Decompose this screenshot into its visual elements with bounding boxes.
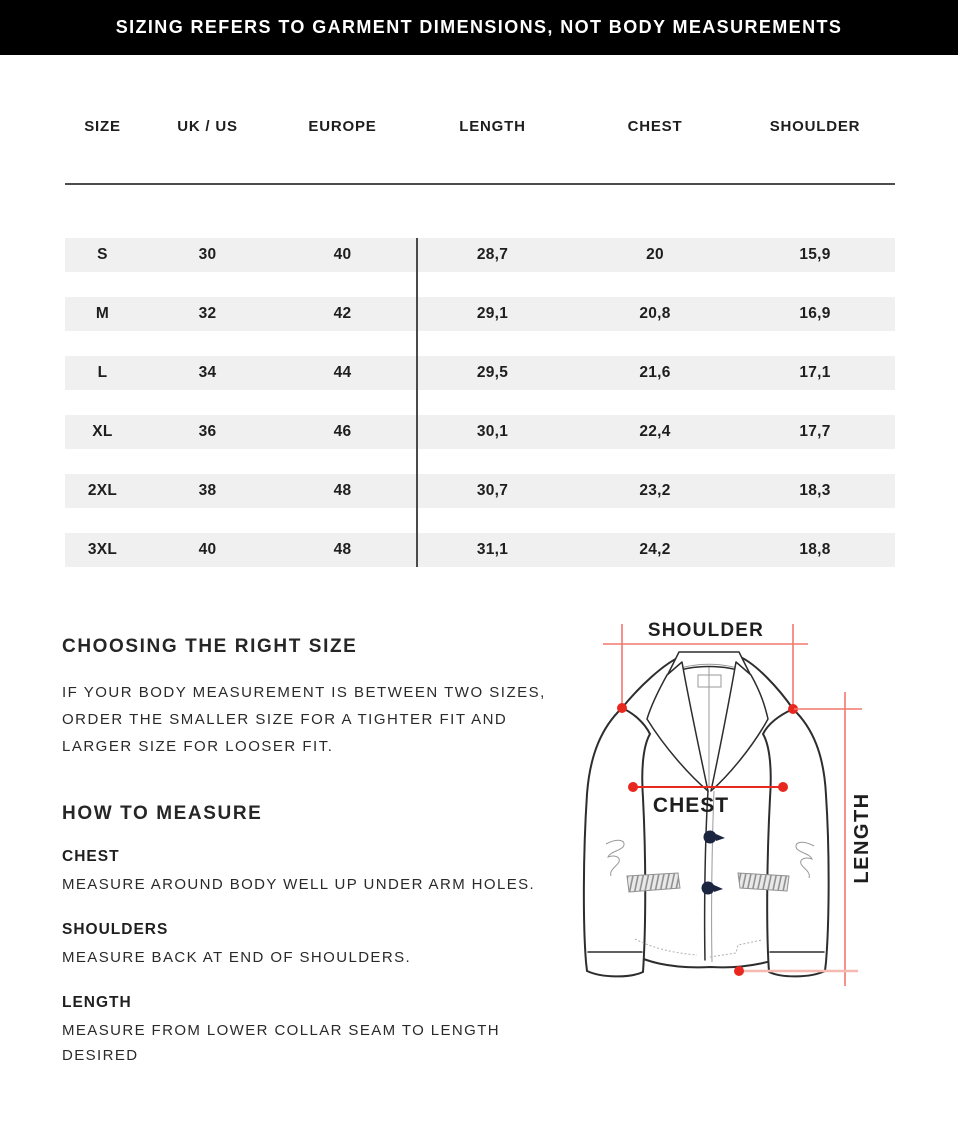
column-header-uk-us: UK / US — [177, 118, 238, 135]
cell-shoulder: 17,1 — [799, 364, 831, 381]
cell-shoulder: 15,9 — [799, 246, 831, 263]
banner-text: SIZING REFERS TO GARMENT DIMENSIONS, NOT BODY MEASUREMENTS — [115, 17, 843, 37]
cell-shoulder: 16,9 — [799, 305, 831, 322]
table-row — [65, 356, 895, 390]
jacket-right-pocket — [738, 873, 789, 891]
paragraph-line: ORDER THE SMALLER SIZE FOR A TIGHTER FIT AND — [62, 711, 508, 728]
cell-length: 30,1 — [476, 423, 509, 440]
cell-size: 3XL — [87, 541, 118, 558]
length-point-bottom — [734, 966, 744, 976]
shoulder-point-left — [617, 703, 627, 713]
measure-item-chest — [62, 848, 578, 897]
cell-size: S — [97, 246, 108, 263]
cell-chest: 23,2 — [639, 482, 671, 499]
choosing-size-title: CHOOSING THE RIGHT SIZE — [62, 636, 358, 657]
cell-length: 30,7 — [476, 482, 509, 499]
shoulder-label: SHOULDER — [647, 620, 765, 641]
chest-point-right — [778, 782, 788, 792]
jacket-button-bottom — [702, 882, 715, 895]
table-row — [65, 415, 895, 449]
measure-item-label: CHEST — [62, 848, 120, 865]
cell-size: M — [95, 305, 110, 322]
cell-uk-us: 32 — [198, 305, 217, 322]
cell-europe: 40 — [333, 246, 352, 263]
jacket-right-sleeve — [763, 709, 829, 976]
column-header-shoulder: SHOULDER — [769, 118, 861, 135]
cell-length: 28,7 — [476, 246, 509, 263]
column-header-length: LENGTH — [459, 118, 526, 135]
size-table-header — [65, 112, 895, 142]
table-column-divider — [416, 238, 418, 567]
chest-point-left — [628, 782, 638, 792]
cell-europe: 48 — [333, 541, 352, 558]
cell-chest: 21,6 — [639, 364, 671, 381]
table-row — [65, 533, 895, 567]
measure-item-text: MEASURE BACK AT END OF SHOULDERS. — [62, 949, 412, 966]
choosing-size-paragraph — [62, 679, 578, 760]
table-row — [65, 474, 895, 508]
measure-item-shoulders — [62, 921, 578, 970]
cell-chest: 24,2 — [639, 541, 671, 558]
size-table-body — [65, 238, 895, 592]
cell-europe: 48 — [333, 482, 352, 499]
paragraph-line: IF YOUR BODY MEASUREMENT IS BETWEEN TWO SIZES, — [62, 684, 546, 701]
measure-item-label: LENGTH — [62, 994, 132, 1011]
cell-europe: 44 — [333, 364, 352, 381]
chest-label: CHEST — [652, 794, 730, 817]
cell-uk-us: 40 — [198, 541, 217, 558]
cell-uk-us: 34 — [198, 364, 217, 381]
paragraph-line: LARGER SIZE FOR LOOSER FIT. — [62, 738, 334, 755]
cell-chest: 20 — [646, 246, 664, 263]
cell-size: XL — [92, 423, 113, 440]
cell-shoulder: 17,7 — [799, 423, 831, 440]
measure-item-label: SHOULDERS — [62, 921, 169, 938]
cell-uk-us: 36 — [198, 423, 217, 440]
cell-europe: 42 — [333, 305, 352, 322]
cell-shoulder: 18,8 — [799, 541, 831, 558]
cell-chest: 22,4 — [639, 423, 671, 440]
banner — [0, 0, 958, 55]
how-to-measure-title: HOW TO MEASURE — [62, 803, 263, 824]
measure-item-text: MEASURE AROUND BODY WELL UP UNDER ARM HOLES. — [62, 876, 536, 893]
table-row — [65, 238, 895, 272]
cell-size: L — [97, 364, 108, 381]
length-label: LENGTH — [851, 792, 873, 884]
cell-europe: 46 — [333, 423, 352, 440]
jacket-left-sleeve — [584, 708, 650, 976]
table-header-rule — [65, 183, 895, 185]
column-header-chest: CHEST — [627, 118, 683, 135]
cell-chest: 20,8 — [639, 305, 671, 322]
cell-length: 29,5 — [476, 364, 509, 381]
cell-uk-us: 30 — [198, 246, 217, 263]
cell-shoulder: 18,3 — [799, 482, 831, 499]
cell-length: 29,1 — [476, 305, 509, 322]
cell-length: 31,1 — [476, 541, 509, 558]
jacket-measurement-diagram — [575, 600, 958, 1121]
measure-item-text: MEASURE FROM LOWER COLLAR SEAM TO LENGTH — [62, 1022, 501, 1039]
cell-size: 2XL — [87, 482, 118, 499]
size-guide-text — [62, 637, 578, 1068]
cell-uk-us: 38 — [198, 482, 217, 499]
table-row — [65, 297, 895, 331]
measure-item-text: DESIRED — [62, 1047, 139, 1064]
measure-item-length — [62, 994, 578, 1068]
jacket-button-top — [704, 831, 717, 844]
column-header-europe: EUROPE — [308, 118, 377, 135]
column-header-size: SIZE — [84, 118, 121, 135]
